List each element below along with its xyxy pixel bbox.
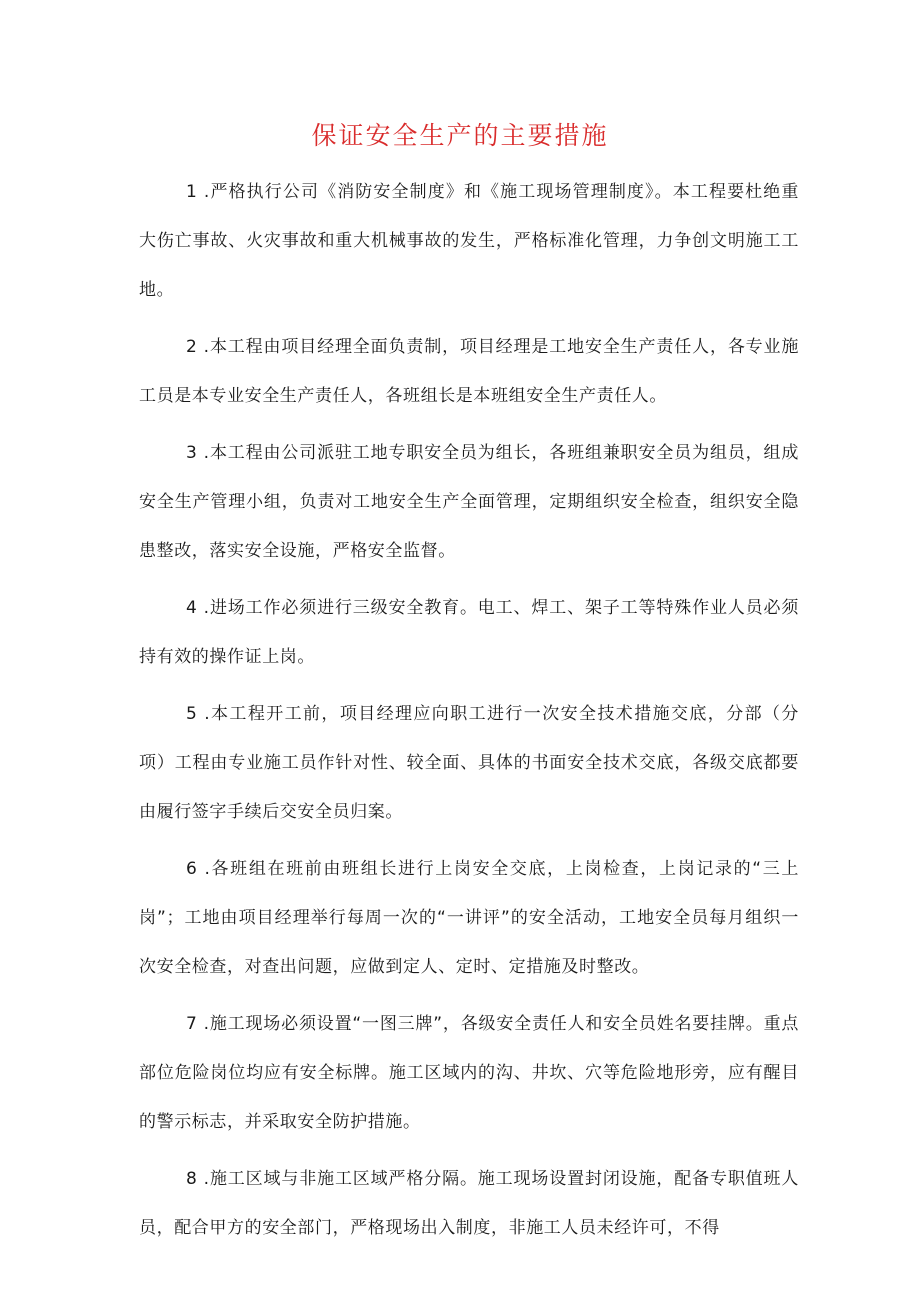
paragraph-number: 4 — [186, 598, 198, 618]
paragraph-1 — [139, 168, 799, 315]
paragraph-5 — [139, 690, 799, 837]
paragraph-7 — [139, 1000, 799, 1147]
paragraph-number: 1 — [186, 182, 198, 202]
paragraph-6 — [139, 845, 799, 992]
paragraph-text: .本工程由项目经理全面负责制，项目经理是工地安全生产责任人，各专业施工员是本专业安全生产责任人，各班组长是本班组安全生产责任人。 — [139, 337, 799, 406]
paragraph-text: .严格执行公司《消防安全制度》和《施工现场管理制度》。本工程要杜绝重大伤亡事故、火灾事故和重大机械事故的发生，严格标准化管理，力争创文明施工工地。 — [139, 182, 799, 300]
paragraph-number: 7 — [186, 1014, 198, 1034]
paragraph-number: 3 — [186, 443, 198, 463]
document-body — [139, 168, 799, 1261]
paragraph-text: .各班组在班前由班组长进行上岗安全交底，上岗检查，上岗记录的“三上岗”；工地由项目经理举行每周一次的“一讲评”的安全活动，工地安全员每月组织一次安全检查，对查出问题，应做到定人、定时、定措施及时整改。 — [139, 859, 799, 977]
paragraph-8 — [139, 1155, 799, 1253]
paragraph-4 — [139, 584, 799, 682]
paragraph-text: .施工区域与非施工区域严格分隔。施工现场设置封闭设施，配备专职值班人员，配合甲方的安全部门，严格现场出入制度，非施工人员未经许可，不得 — [139, 1169, 799, 1238]
paragraph-text: .进场工作必须进行三级安全教育。电工、焊工、架子工等特殊作业人员必须持有效的操作证上岗。 — [139, 598, 799, 667]
paragraph-text: .施工现场必须设置“一图三牌”，各级安全责任人和安全员姓名要挂牌。重点部位危险岗位均应有安全标牌。施工区域内的沟、井坎、穴等危险地形旁，应有醒目的警示标志，并采取安全防护措施。 — [139, 1014, 799, 1132]
paragraph-text: .本工程开工前，项目经理应向职工进行一次安全技术措施交底，分部（分项）工程由专业施工员作针对性、较全面、具体的书面安全技术交底，各级交底都要由履行签字手续后交安全员归案。 — [139, 704, 799, 822]
paragraph-number: 5 — [186, 704, 198, 724]
paragraph-number: 2 — [186, 337, 198, 357]
paragraph-number: 6 — [186, 859, 198, 879]
paragraph-2 — [139, 323, 799, 421]
paragraph-text: .本工程由公司派驻工地专职安全员为组长，各班组兼职安全员为组员，组成安全生产管理小组，负责对工地安全生产全面管理，定期组织安全检查，组织安全隐患整改，落实安全设施，严格安全监督。 — [139, 443, 799, 561]
paragraph-number: 8 — [186, 1169, 198, 1189]
document-title: 保证安全生产的主要措施 — [311, 121, 609, 150]
paragraph-3 — [139, 429, 799, 576]
